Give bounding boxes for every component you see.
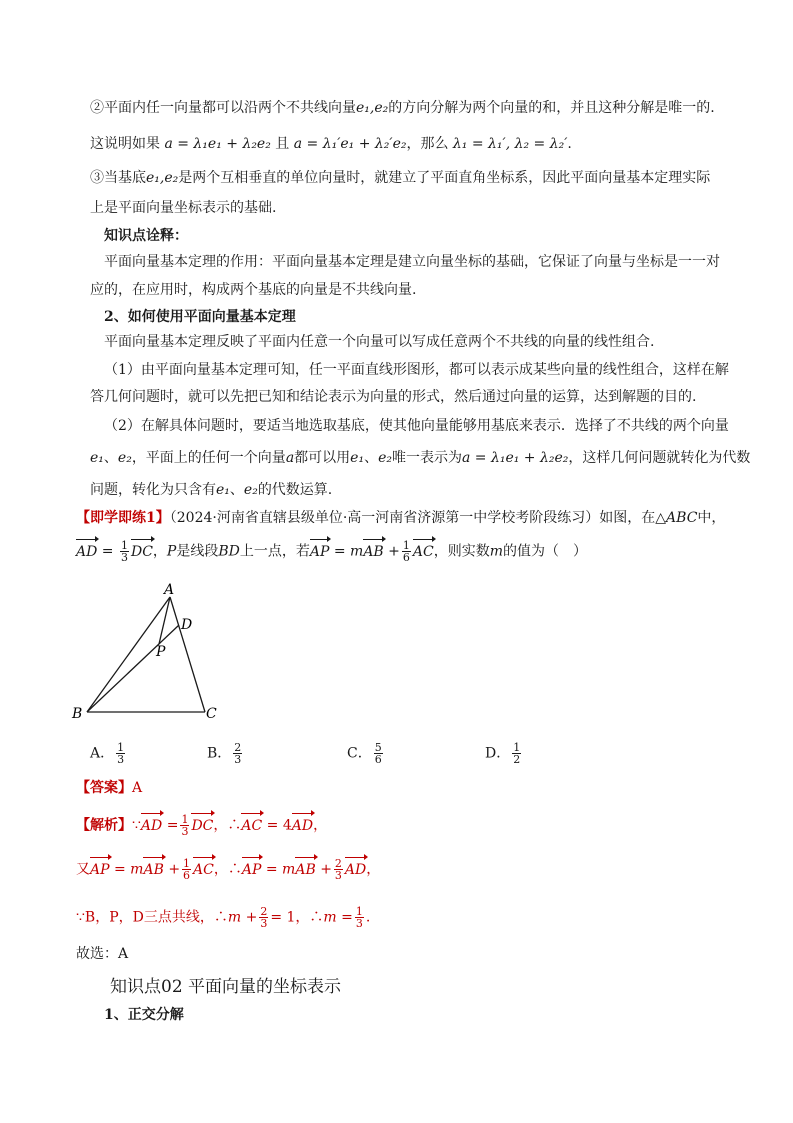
- denominator: 6: [183, 869, 191, 882]
- vector-AP: AP: [90, 861, 110, 878]
- text: ，则实数: [433, 543, 490, 560]
- triangle-name: △ABC: [655, 510, 698, 526]
- text: = m: [113, 861, 144, 878]
- triangle-figure: [60, 575, 240, 725]
- vector-AC: AC: [412, 543, 434, 560]
- exercise-header: [76, 508, 725, 528]
- item1-line1: （1）由平面向量基本定理可知，任一平面直线形图形，都可以表示成某些向量的线性组合，这样在解: [104, 362, 729, 378]
- vector-a: a: [285, 450, 295, 466]
- basis-vectors: e₁,e₂: [146, 170, 179, 186]
- fraction: [233, 742, 242, 765]
- analysis-line2: [76, 858, 380, 881]
- variable-m: m: [489, 543, 504, 560]
- answer-tag: 【答案】: [76, 780, 132, 796]
- item2-line2: [90, 448, 750, 468]
- denominator: 3: [181, 825, 189, 838]
- text: .: [365, 909, 371, 926]
- exercise-tag: 【即学即练1】: [76, 510, 170, 526]
- option-letter: D．: [485, 745, 511, 762]
- text: ②平面内任一向量都可以沿两个不共线向量: [90, 100, 356, 116]
- text: 且: [275, 136, 290, 152]
- denominator: 2: [513, 753, 521, 766]
- theorem-point-3: [90, 168, 710, 188]
- text: 、: [103, 450, 118, 466]
- text: 又: [76, 861, 90, 878]
- text: +: [168, 861, 181, 878]
- numerator: 2: [234, 741, 242, 754]
- text: 、: [364, 450, 379, 466]
- formula: a = λ₁e₁ + λ₂e₂: [461, 450, 569, 466]
- text: ，: [152, 543, 167, 560]
- fraction: [334, 858, 343, 881]
- label-C: C: [206, 706, 217, 722]
- fraction: [120, 540, 129, 563]
- fraction: [512, 742, 521, 765]
- vector-AD: AD: [291, 817, 314, 834]
- label-P: P: [156, 644, 166, 660]
- numerator: 1: [120, 539, 128, 552]
- denominator: 3: [355, 917, 363, 930]
- label-D: D: [181, 617, 193, 633]
- denominator: 6: [374, 753, 382, 766]
- denominator: 3: [120, 551, 128, 564]
- vector-e1: e₁: [350, 450, 365, 466]
- text: =: [341, 909, 353, 926]
- text: 是两个互相垂直的单位向量时，就建立了平面直角坐标系，因此平面向量基本定理实际: [178, 170, 711, 186]
- item2-line1: （2）在解具体问题时，要适当地选取基底，使其他向量能够用基底来表示．选择了不共线的两个向量: [104, 418, 729, 434]
- text: = 4: [266, 817, 292, 834]
- vector-e1: e₁: [216, 482, 230, 498]
- text: 、: [229, 482, 244, 498]
- denominator: 3: [234, 753, 242, 766]
- numerator: 5: [374, 741, 382, 754]
- text: 唯一表示为: [391, 450, 462, 466]
- vector-AP: AP: [309, 543, 330, 560]
- analysis-tag: 【解析】: [76, 817, 132, 834]
- text: ③当基底: [90, 170, 146, 186]
- vector-AC: AC: [193, 861, 214, 878]
- text: ，这样几何问题就转化为代数: [568, 450, 751, 466]
- text: 问题，转化为只含有: [90, 482, 216, 498]
- knowledge-point-heading: 知识点02 平面向量的坐标表示: [110, 977, 342, 997]
- numerator: 1: [355, 905, 363, 918]
- text: +: [320, 861, 332, 878]
- basis-vectors: e₁,e₂: [356, 100, 389, 116]
- option-d: [485, 742, 523, 765]
- vector-AD: AD: [76, 543, 98, 560]
- subsection-heading: 1、正交分解: [104, 1007, 184, 1023]
- exercise-question: [76, 540, 587, 563]
- text: 的方向分解为两个向量的和，并且这种分解是唯一的.: [388, 100, 715, 116]
- vector-DC: DC: [191, 817, 214, 834]
- text: ∵B，P，D三点共线，∴: [76, 909, 228, 926]
- vector-AC: AC: [241, 817, 263, 834]
- text: +: [245, 909, 258, 926]
- fraction: [180, 814, 189, 837]
- theorem-point-2: [90, 98, 715, 118]
- label-A: A: [164, 582, 175, 598]
- fraction: [182, 858, 191, 881]
- section-heading: 2、如何使用平面向量基本定理: [104, 309, 296, 325]
- text: 的代数运算.: [257, 482, 333, 498]
- theorem-point-3-cont: 上是平面向量坐标表示的基础.: [90, 200, 277, 216]
- vector-AB: AB: [295, 861, 316, 878]
- variable-m: m: [227, 909, 242, 926]
- analysis-line3: [76, 906, 370, 929]
- segment-BD: [87, 625, 179, 712]
- note-heading: 知识点诠释：: [104, 228, 188, 244]
- analysis-line1: 【解析】∵AD = $\frac{1}{3}$ DC，∴AC = 4AD，: [76, 813, 328, 838]
- variable-m: m: [323, 909, 337, 926]
- vector-e2: e₂: [378, 450, 392, 466]
- fraction: [116, 742, 125, 765]
- numerator: 2: [334, 857, 342, 870]
- choice-line: 故选：A: [76, 946, 129, 962]
- text: ，∴: [213, 817, 242, 834]
- text: = 1，∴: [270, 909, 324, 926]
- text: = m: [265, 861, 296, 878]
- text: 中，: [697, 510, 726, 526]
- vector-e2: e₂: [243, 482, 258, 498]
- formula: a = λ₁′e₁ + λ₂′e₂: [293, 136, 407, 152]
- vector-AB: AB: [143, 861, 164, 878]
- numerator: 1: [402, 539, 410, 552]
- exercise-source: （2024·河南省直辖县级单位·高一河南省济源第一中学校考阶段练习）如图，在: [169, 510, 656, 526]
- text: ∵: [132, 817, 141, 834]
- option-letter: B．: [207, 745, 232, 762]
- fraction: [374, 742, 383, 765]
- numerator: 1: [513, 741, 521, 754]
- text: ，平面上的任何一个向量: [131, 450, 286, 466]
- denominator: 6: [402, 551, 410, 564]
- fraction: [259, 906, 268, 929]
- item2-line3: [90, 480, 332, 500]
- text: ，: [366, 861, 381, 878]
- text: = m: [333, 543, 364, 560]
- numerator: 1: [183, 857, 191, 870]
- vector-AD: AD: [140, 817, 163, 834]
- numerator: 1: [117, 741, 125, 754]
- denominator: 3: [334, 869, 342, 882]
- formula: a = λ₁e₁ + λ₂e₂: [164, 136, 271, 152]
- denominator: 3: [260, 917, 268, 930]
- text: .: [567, 136, 572, 152]
- option-b: [207, 742, 244, 765]
- text: +: [388, 543, 400, 560]
- numerator: 1: [181, 813, 189, 826]
- option-letter: A．: [90, 745, 115, 762]
- vector-e1: e₁: [90, 450, 104, 466]
- note-text-line2: 应的，在应用时，构成两个基底的向量是不共线向量.: [90, 282, 417, 298]
- answer-value: A: [132, 780, 143, 796]
- text: ，: [313, 817, 328, 834]
- text: 这说明如果: [90, 136, 160, 152]
- text: 上一点，若: [239, 543, 310, 560]
- vector-DC: DC: [130, 543, 153, 560]
- item1-line2: 答几何问题时，就可以先把已知和结论表示为向量的形式，然后通过向量的运算，达到解题的目的.: [90, 389, 697, 405]
- numerator: 2: [260, 905, 268, 918]
- fraction: [402, 540, 411, 563]
- point-P: P: [166, 543, 177, 560]
- vector-e2: e₂: [117, 450, 132, 466]
- text: ，那么: [406, 136, 449, 152]
- uniqueness-statement: [90, 134, 572, 154]
- text: 都可以用: [294, 450, 351, 466]
- formula: λ₁ = λ₁′, λ₂ = λ₂′: [452, 136, 568, 152]
- option-c: [347, 742, 385, 765]
- text: 是线段: [176, 543, 219, 560]
- segment-BD: BD: [218, 543, 240, 560]
- text: 的值为（ ）: [503, 543, 588, 560]
- text: =: [101, 543, 114, 560]
- note-text-line1: 平面向量基本定理的作用：平面向量基本定理是建立向量坐标的基础，它保证了向量与坐标是一一对: [104, 254, 720, 270]
- option-a: [90, 742, 127, 765]
- label-B: B: [72, 706, 83, 722]
- answer-line: [76, 778, 142, 798]
- side-AC: [170, 597, 205, 712]
- fraction: [355, 906, 364, 929]
- option-letter: C．: [347, 745, 372, 762]
- vector-AD: AD: [344, 861, 367, 878]
- denominator: 3: [117, 753, 125, 766]
- vector-AB: AB: [363, 543, 384, 560]
- section-intro: 平面向量基本定理反映了平面内任意一个向量可以写成任意两个不共线的向量的线性组合.: [104, 334, 655, 350]
- text: ，∴: [213, 861, 242, 878]
- vector-AP: AP: [241, 861, 262, 878]
